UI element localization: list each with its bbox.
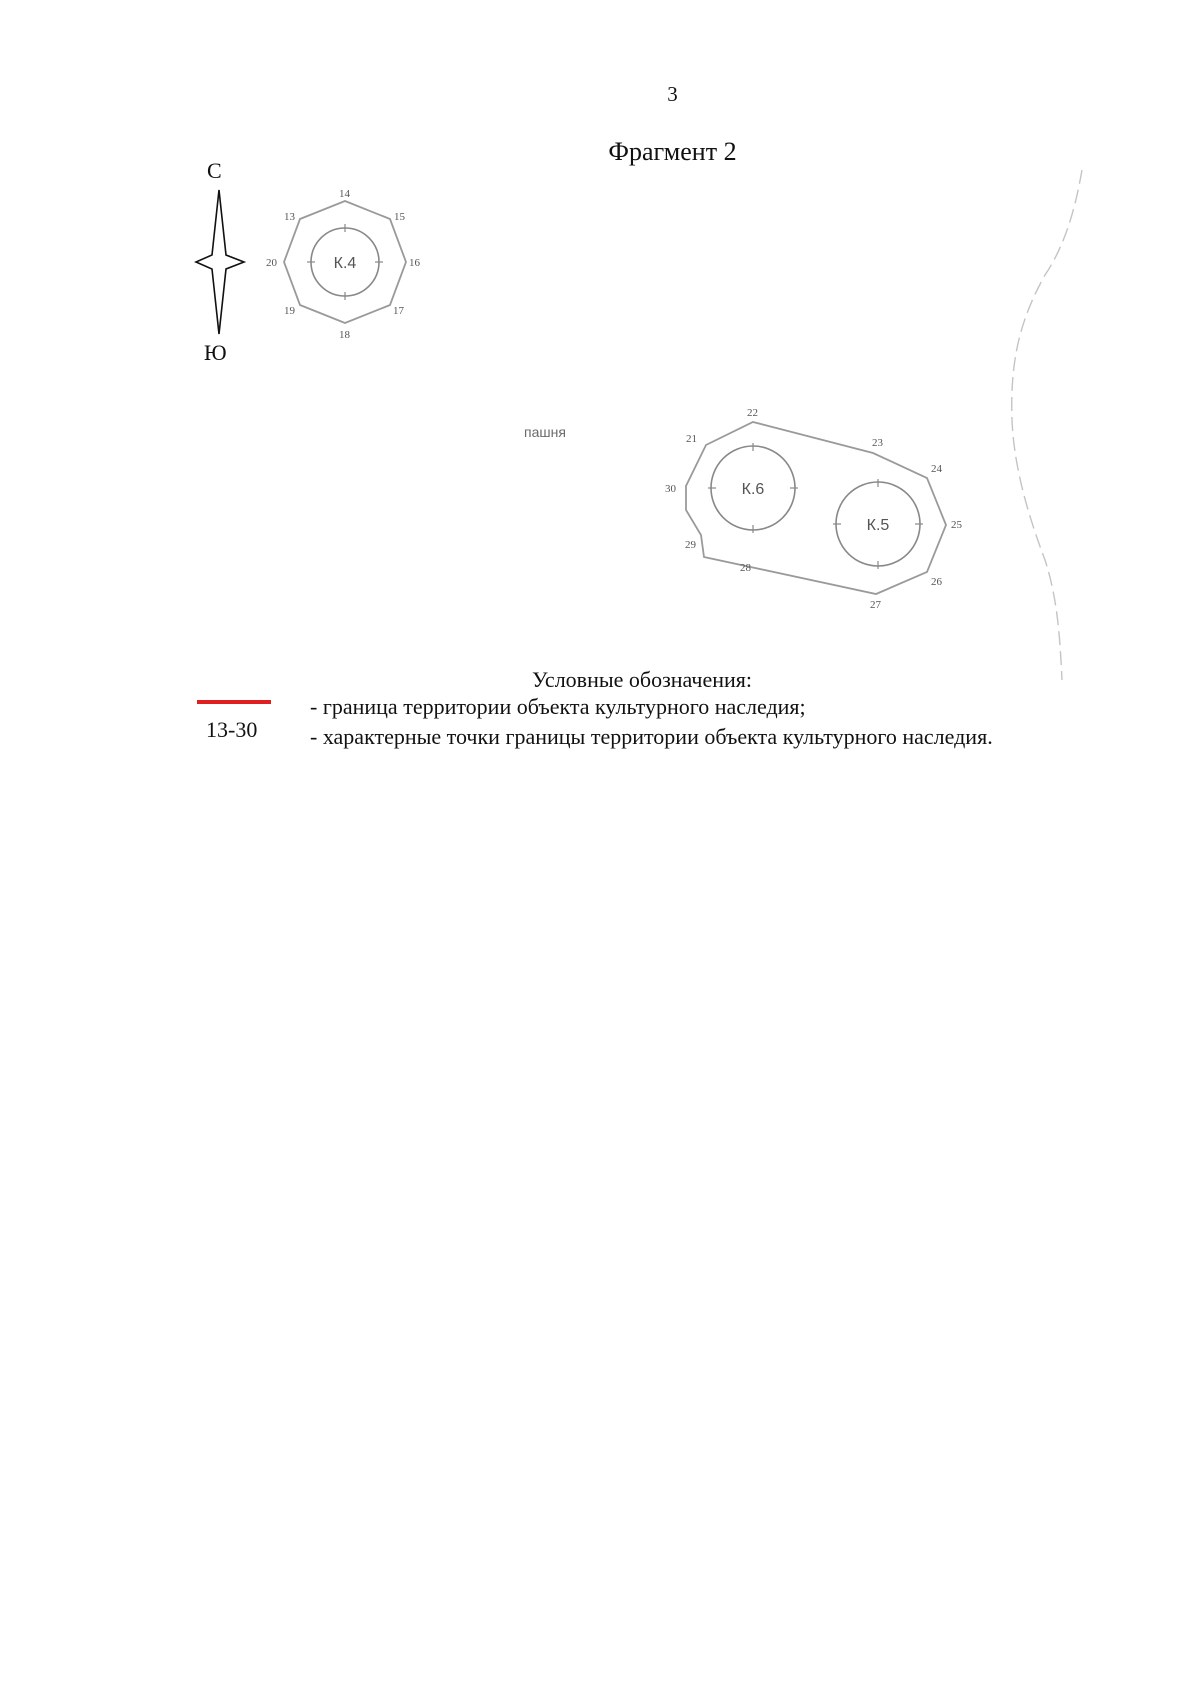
land-label: пашня <box>524 424 566 440</box>
compass-north-label: С <box>207 158 222 183</box>
legend-title: Условные обозначения: <box>532 667 753 692</box>
legend-boundary-symbol <box>197 700 271 704</box>
point-30: 30 <box>665 483 676 495</box>
legend-item-boundary: - граница территории объекта культурного наследия; <box>310 694 806 719</box>
point-27: 27 <box>870 599 881 611</box>
legend-points-code: 13-30 <box>206 717 258 742</box>
k5-label: К.5 <box>866 517 890 534</box>
point-20: 20 <box>266 257 277 269</box>
point-23: 23 <box>872 437 883 449</box>
point-13: 13 <box>284 211 295 223</box>
legend-item-points: - характерные точки границы территории объекта культурного наследия. <box>310 724 993 749</box>
compass-south-label: Ю <box>204 340 227 365</box>
k4-label: К.4 <box>333 255 357 272</box>
point-14: 14 <box>339 188 350 200</box>
point-26: 26 <box>931 576 942 588</box>
point-16: 16 <box>409 257 420 269</box>
k5-k6-boundary <box>686 422 946 594</box>
compass-star-icon <box>196 190 244 334</box>
point-29: 29 <box>685 539 696 551</box>
point-21: 21 <box>686 433 697 445</box>
field-edge-line <box>1012 170 1082 680</box>
point-28: 28 <box>740 562 751 574</box>
k6-label: К.6 <box>741 481 765 498</box>
point-24: 24 <box>931 463 942 475</box>
page-number: 3 <box>667 82 678 106</box>
point-15: 15 <box>394 211 405 223</box>
point-22: 22 <box>747 407 758 419</box>
point-19: 19 <box>284 305 295 317</box>
point-17: 17 <box>393 305 404 317</box>
point-25: 25 <box>951 519 962 531</box>
page-title: Фрагмент 2 <box>608 137 737 166</box>
point-18: 18 <box>339 329 350 341</box>
